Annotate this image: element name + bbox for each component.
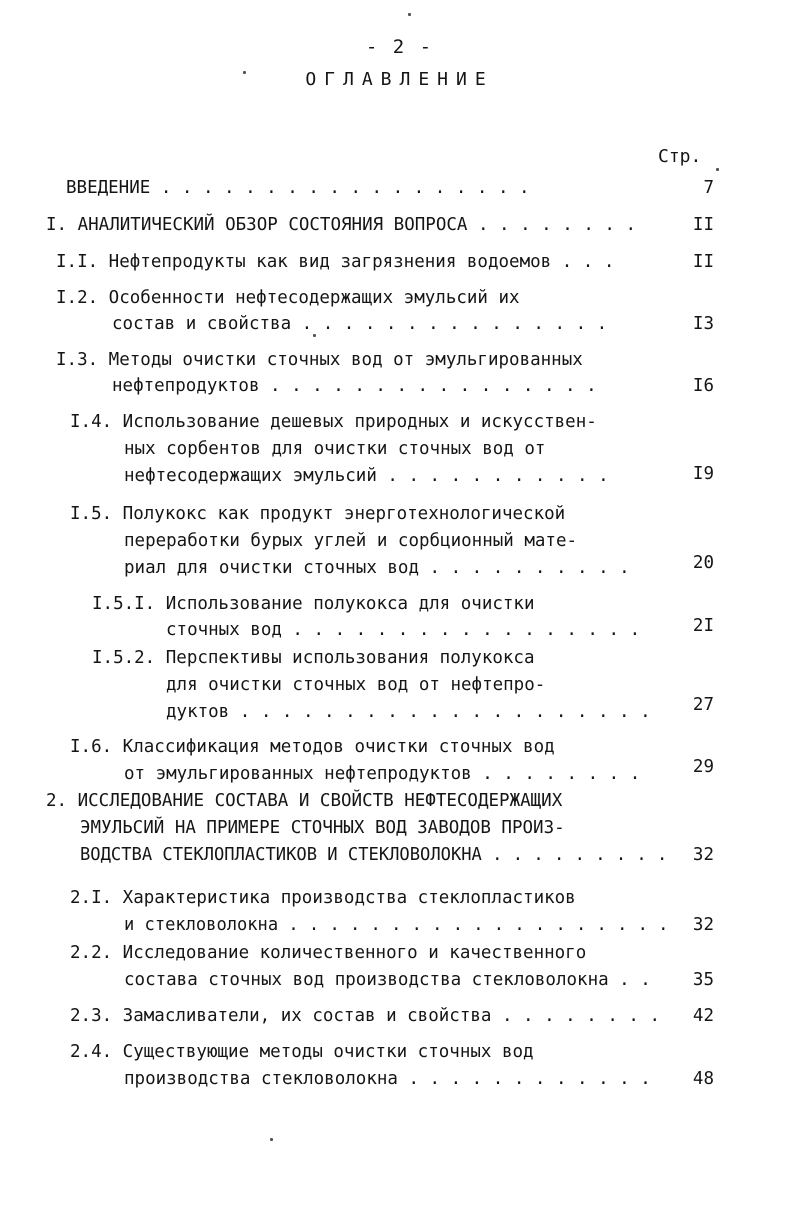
toc-entry-line: производства стекловолокна . . . . . . . . . . . .	[124, 1069, 651, 1089]
toc-entry-line: от эмульгированных нефтепродуктов . . . . . . . .	[124, 764, 641, 784]
page-title: ОГЛАВЛЕНИЕ	[305, 69, 494, 90]
scan-speck	[270, 1138, 273, 1141]
toc-entry-line: I.I. Нефтепродукты как вид загрязнения водоемов . . .	[56, 252, 615, 272]
toc-entry-line: I. АНАЛИТИЧЕСКИЙ ОБЗОР СОСТОЯНИЯ ВОПРОСА . . . . . . . .	[46, 215, 637, 235]
toc-entry-line: нефтесодержащих эмульсий . . . . . . . . . . .	[124, 466, 609, 486]
page-number: - 2 -	[365, 36, 434, 58]
toc-page-number: I6	[692, 376, 714, 396]
toc-entry-line: сточных вод . . . . . . . . . . . . . . . . .	[166, 620, 641, 640]
scan-speck	[716, 168, 719, 171]
page-column-label: Стр.	[658, 146, 702, 167]
toc-entry-line: I.5. Полукокс как продукт энерготехнологической	[70, 504, 566, 524]
toc-entry-line: 2.3. Замасливатели, их состав и свойства . . . . . . . .	[70, 1006, 661, 1026]
toc-page-number: 7	[703, 178, 714, 198]
toc-entry-line: 2.4. Существующие методы очистки сточных вод	[70, 1042, 534, 1062]
toc-entry-line: состав и свойства . . . . . . . . . . . . . . .	[112, 314, 608, 334]
toc-page-number: II	[692, 252, 714, 272]
toc-page-number: I3	[692, 314, 714, 334]
toc-page-number: 20	[692, 553, 714, 573]
toc-entry-line: риал для очистки сточных вод . . . . . . . . . .	[124, 558, 630, 578]
toc-page-number: II	[692, 215, 714, 235]
toc-entry-line: I.3. Методы очистки сточных вод от эмульгированных	[56, 350, 583, 370]
scan-speck	[313, 334, 316, 337]
toc-entry-line: ВОДСТВА СТЕКЛОПЛАСТИКОВ И СТЕКЛОВОЛОКНА . . . . . . . . .	[80, 845, 668, 865]
scan-speck	[243, 71, 246, 74]
toc-page-number: 42	[692, 1006, 714, 1026]
toc-page-number: 32	[692, 915, 714, 935]
toc-entry-line: I.6. Классификация методов очистки сточных вод	[70, 737, 555, 757]
toc-entry-line: I.5.2. Перспективы использования полукокса	[92, 648, 535, 668]
toc-entry-line: и стекловолокна . . . . . . . . . . . . . . . . . . .	[124, 915, 669, 935]
toc-entry-line: 2.I. Характеристика производства стеклопластиков	[70, 888, 576, 908]
toc-entry-line: I.5.I. Использование полукокса для очистки	[92, 594, 535, 614]
scan-speck	[408, 13, 411, 16]
toc-entry-line: для очистки сточных вод от нефтепро-	[166, 675, 546, 695]
toc-entry-line: состава сточных вод производства стекловолокна . .	[124, 970, 651, 990]
toc-entry-line: ВВЕДЕНИЕ . . . . . . . . . . . . . . . . . .	[66, 178, 530, 198]
toc-entry-line: переработки бурых углей и сорбционный мате-	[124, 531, 578, 551]
toc-entry-line: дуктов . . . . . . . . . . . . . . . . . . . .	[166, 702, 651, 722]
toc-entry-line: ЭМУЛЬСИЙ НА ПРИМЕРЕ СТОЧНЫХ ВОД ЗАВОДОВ ПРОИЗ-	[80, 818, 565, 838]
toc-page-number: 27	[692, 695, 714, 715]
toc-page-number: I9	[692, 464, 714, 484]
toc-page-number: 2I	[692, 616, 714, 636]
toc-entry-line: 2.2. Исследование количественного и качественного	[70, 943, 587, 963]
toc-page-number: 48	[692, 1069, 714, 1089]
toc-entry-line: 2. ИССЛЕДОВАНИЕ СОСТАВА И СВОЙСТВ НЕФТЕСОДЕРЖАЩИХ	[46, 791, 563, 811]
toc-entry-line: ных сорбентов для очистки сточных вод от	[124, 439, 546, 459]
toc-entry-line: I.2. Особенности нефтесодержащих эмульсий их	[56, 288, 520, 308]
toc-entry-line: I.4. Использование дешевых природных и искусствен-	[70, 412, 597, 432]
toc-entry-line: нефтепродуктов . . . . . . . . . . . . . . . .	[112, 376, 597, 396]
toc-page-number: 35	[692, 970, 714, 990]
toc-page-number: 29	[692, 757, 714, 777]
toc-page-number: 32	[692, 845, 714, 865]
